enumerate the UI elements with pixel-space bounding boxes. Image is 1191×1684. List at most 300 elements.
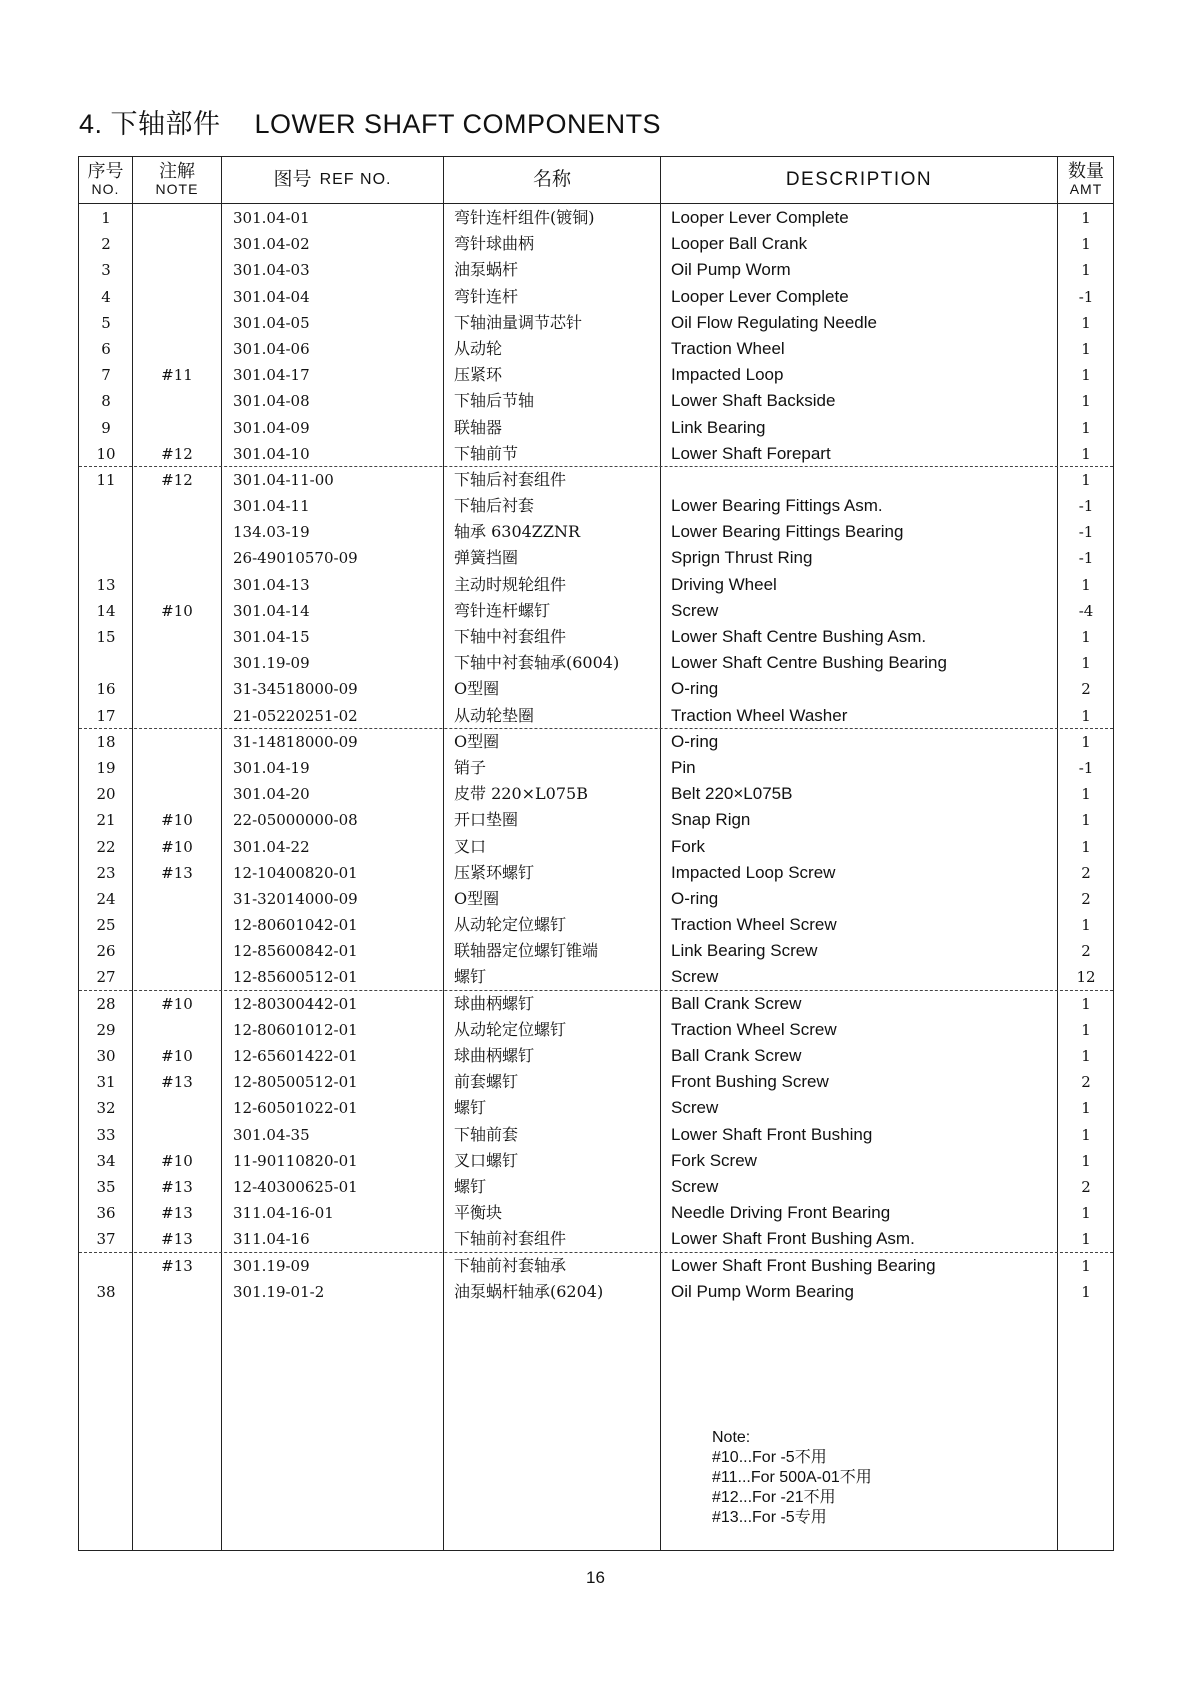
row-note	[133, 676, 221, 702]
row-amount: 1	[1081, 366, 1091, 385]
table-row	[79, 729, 1113, 755]
row-ref-no: 301.04-06	[233, 339, 310, 358]
row-no: 13	[96, 575, 116, 594]
row-note	[133, 729, 221, 755]
row-ref-no: 12-80601012-01	[233, 1020, 358, 1039]
header-ref-en: REF NO.	[319, 170, 392, 188]
row-name-zh: 皮带 220×L075B	[454, 784, 588, 804]
row-note	[133, 336, 221, 362]
table-row	[79, 284, 1113, 310]
row-description: O-ring	[671, 888, 719, 908]
table-row	[79, 860, 1113, 886]
row-description: Link Bearing	[671, 417, 766, 437]
row-amount: 1	[1081, 209, 1091, 227]
row-note	[133, 231, 221, 257]
row-ref-no: 12-85600512-01	[233, 968, 358, 987]
row-name-zh: 弯针连杆螺钉	[454, 600, 551, 620]
row-no: 31	[96, 1073, 116, 1092]
row-description: Snap Rign	[671, 810, 751, 830]
table-row	[79, 650, 1113, 676]
row-amount: 2	[1081, 863, 1091, 882]
row-amount: 1	[1081, 837, 1091, 856]
header-note-zh: 注解	[159, 161, 195, 183]
row-amount: 1	[1081, 235, 1091, 254]
row-ref-no: 301.04-14	[233, 601, 310, 620]
row-amount: 1	[1081, 994, 1091, 1013]
row-amount: -1	[1078, 758, 1094, 777]
row-name-zh: 下轴后节轴	[454, 391, 535, 411]
row-name-zh: 油泵蜗杆轴承(6204)	[454, 1281, 604, 1301]
row-name-zh: 弯针球曲柄	[454, 234, 535, 254]
row-description: Traction Wheel Screw	[671, 915, 837, 935]
row-description: Lower Shaft Forepart	[671, 443, 831, 463]
row-no: 24	[96, 889, 116, 908]
row-name-zh: 下轴前套	[454, 1124, 519, 1144]
row-amount: 1	[1081, 785, 1091, 804]
table-row	[79, 362, 1113, 388]
row-description: Screw	[671, 600, 719, 620]
row-amount: 12	[1076, 968, 1096, 987]
row-note	[133, 205, 221, 231]
table-body	[79, 205, 1113, 1305]
row-ref-no: 301.04-17	[233, 366, 310, 385]
table-row	[79, 493, 1113, 519]
row-ref-no: 311.04-16	[233, 1230, 310, 1249]
row-amount: -1	[1078, 523, 1094, 542]
row-note: #13	[161, 1177, 193, 1196]
table-row	[79, 624, 1113, 650]
row-ref-no: 301.04-10	[233, 444, 310, 463]
row-note: #13	[161, 1230, 193, 1249]
row-amount: 1	[1081, 1151, 1091, 1170]
row-no: 26	[96, 942, 116, 961]
row-name-zh: 油泵蜗杆	[454, 260, 519, 280]
row-note	[133, 310, 221, 336]
row-description: Lower Shaft Centre Bushing Bearing	[671, 653, 947, 673]
row-name-zh: 弯针连杆	[454, 286, 519, 306]
row-no: 14	[96, 601, 116, 620]
row-no: 9	[101, 418, 111, 437]
row-note	[133, 938, 221, 964]
row-ref-no: 301.04-02	[233, 235, 310, 254]
row-ref-no: 12-10400820-01	[233, 863, 358, 882]
row-note	[133, 493, 221, 519]
row-note	[133, 912, 221, 938]
row-note: #12	[161, 470, 193, 489]
row-description: O-ring	[671, 679, 719, 699]
row-ref-no: 301.04-13	[233, 575, 310, 594]
row-amount: 1	[1081, 339, 1091, 358]
page-title	[79, 102, 661, 141]
row-amount: 1	[1081, 654, 1091, 673]
row-name-zh: 螺钉	[454, 1176, 487, 1196]
row-ref-no: 31-34518000-09	[233, 680, 358, 699]
footnote	[712, 1428, 872, 1528]
table-row	[79, 755, 1113, 781]
row-note: #10	[161, 837, 193, 856]
row-ref-no: 12-80601042-01	[233, 916, 358, 935]
table-row	[79, 1253, 1113, 1279]
header-ref	[222, 157, 443, 203]
table-row	[79, 336, 1113, 362]
row-no: 5	[101, 313, 111, 332]
row-ref-no: 12-65601422-01	[233, 1047, 358, 1065]
row-no: 27	[96, 968, 116, 987]
table-row	[79, 257, 1113, 283]
row-no	[79, 519, 133, 545]
row-ref-no: 301.04-11-00	[233, 470, 334, 489]
row-ref-no: 21-05220251-02	[233, 706, 358, 725]
row-ref-no: 22-05000000-08	[233, 811, 358, 830]
table-row	[79, 781, 1113, 807]
row-name-zh: O型圈	[454, 731, 500, 751]
row-amount: 1	[1081, 418, 1091, 437]
row-amount: 1	[1081, 313, 1091, 332]
row-description	[671, 467, 1031, 493]
row-description: O-ring	[671, 731, 719, 751]
row-ref-no: 11-90110820-01	[233, 1151, 358, 1170]
row-no: 32	[96, 1099, 116, 1118]
row-ref-no: 301.04-19	[233, 758, 310, 777]
row-amount: 1	[1081, 1256, 1091, 1275]
row-note	[133, 284, 221, 310]
row-note	[133, 650, 221, 676]
row-name-zh: 从动轮垫圈	[454, 705, 535, 725]
row-no: 10	[96, 444, 116, 463]
row-description: Ball Crank Screw	[671, 993, 802, 1013]
row-note: #13	[161, 1204, 193, 1223]
row-name-zh: 弯针连杆组件(镀铜)	[454, 208, 595, 227]
row-description: Needle Driving Front Bearing	[671, 1203, 891, 1223]
row-name-zh: O型圈	[454, 679, 500, 699]
row-ref-no: 134.03-19	[233, 523, 310, 542]
row-name-zh: 下轴前衬套组件	[454, 1229, 567, 1249]
table-row	[79, 1069, 1113, 1095]
header-note	[133, 157, 221, 203]
row-amount: 1	[1081, 732, 1091, 751]
row-ref-no: 301.04-22	[233, 837, 310, 856]
row-note	[133, 415, 221, 441]
row-amount: -1	[1078, 549, 1094, 568]
title-en: LOWER SHAFT COMPONENTS	[254, 109, 662, 139]
table-row	[79, 1122, 1113, 1148]
table-row	[79, 964, 1113, 990]
note-heading: Note:	[712, 1429, 751, 1446]
row-description: Ball Crank Screw	[671, 1046, 802, 1065]
row-no: 37	[96, 1230, 116, 1249]
row-name-zh: 主动时规轮组件	[454, 574, 567, 594]
row-description: Driving Wheel	[671, 574, 777, 594]
row-no	[79, 650, 133, 676]
row-note	[133, 257, 221, 283]
row-name-zh: 下轴中衬套轴承(6004)	[454, 653, 620, 673]
header-divider	[79, 203, 1113, 204]
row-no: 6	[101, 339, 111, 358]
row-description: Screw	[671, 1176, 719, 1196]
row-description: Traction Wheel Screw	[671, 1019, 837, 1039]
table-row	[79, 1095, 1113, 1121]
row-no: 15	[96, 628, 116, 646]
row-description: Fork	[671, 836, 705, 856]
row-ref-no: 301.04-15	[233, 628, 310, 646]
row-ref-no: 31-32014000-09	[233, 889, 358, 908]
row-name-zh: 开口垫圈	[454, 810, 519, 830]
row-description: Lower Bearing Fittings Bearing	[671, 522, 904, 542]
row-no: 22	[96, 837, 116, 856]
table-row	[79, 545, 1113, 571]
table-row	[79, 467, 1113, 493]
row-name-zh: 叉口	[454, 836, 487, 856]
row-ref-no: 12-85600842-01	[233, 942, 358, 961]
header-ref-zh: 图号	[273, 168, 312, 191]
row-amount: 1	[1081, 1047, 1091, 1065]
row-name-zh: 轴承 6304ZZNR	[454, 522, 581, 542]
row-note	[133, 1122, 221, 1148]
row-note: #12	[161, 444, 193, 463]
row-ref-no: 301.04-09	[233, 418, 310, 437]
row-note: #13	[161, 863, 193, 882]
row-no: 4	[101, 287, 111, 306]
row-no: 35	[96, 1177, 116, 1196]
header-amt-en: AMT	[1069, 181, 1103, 198]
note-line: #13...For -5专用	[712, 1509, 827, 1526]
row-name-zh: 球曲柄螺钉	[454, 1046, 535, 1065]
row-ref-no: 301.04-35	[233, 1125, 310, 1144]
row-description: Oil Pump Worm	[671, 260, 791, 280]
row-ref-no: 301.04-01	[233, 209, 310, 227]
row-note	[133, 388, 221, 414]
table-row	[79, 991, 1113, 1017]
row-no: 25	[96, 916, 116, 935]
row-name-zh: 下轴中衬套组件	[454, 627, 567, 646]
row-description: Lower Shaft Backside	[671, 391, 836, 411]
table-row	[79, 1043, 1113, 1069]
row-no: 23	[96, 863, 116, 882]
header-no-en: NO.	[91, 181, 120, 198]
row-description: Screw	[671, 1098, 719, 1118]
row-note	[133, 572, 221, 598]
row-amount: 2	[1081, 1073, 1091, 1092]
row-ref-no: 301.04-05	[233, 313, 310, 332]
row-note: #10	[161, 1151, 193, 1170]
row-no: 30	[96, 1047, 116, 1065]
row-description: Impacted Loop Screw	[671, 862, 836, 882]
row-amount: -1	[1078, 497, 1094, 516]
row-description: Looper Ball Crank	[671, 234, 808, 254]
table-row	[79, 441, 1113, 467]
row-note	[133, 1095, 221, 1121]
table-row	[79, 676, 1113, 702]
row-amount: 2	[1081, 680, 1091, 699]
row-name-zh: 销子	[454, 757, 487, 777]
row-amount: 2	[1081, 942, 1091, 961]
row-note: #13	[161, 1073, 193, 1092]
row-amount: 2	[1081, 889, 1091, 908]
row-ref-no: 301.04-11	[233, 497, 310, 516]
row-ref-no: 301.19-09	[233, 654, 310, 673]
row-description: Screw	[671, 967, 719, 987]
header-description	[661, 157, 1057, 203]
row-note	[133, 519, 221, 545]
row-ref-no: 311.04-16-01	[233, 1204, 334, 1223]
row-name-zh: 从动轮定位螺钉	[454, 1019, 567, 1039]
row-name-zh: 弹簧挡圈	[454, 548, 519, 568]
row-name-zh: 下轴后衬套	[454, 496, 535, 516]
row-amount: 1	[1081, 628, 1091, 646]
row-no	[79, 493, 133, 519]
row-ref-no: 301.19-01-2	[233, 1282, 325, 1301]
table-row	[79, 415, 1113, 441]
table-row	[79, 1200, 1113, 1226]
row-description: Looper Lever Complete	[671, 286, 849, 306]
table-row	[79, 572, 1113, 598]
row-no: 17	[96, 706, 116, 725]
row-description: Pin	[671, 757, 696, 777]
row-amount: 1	[1081, 392, 1091, 411]
row-no: 7	[101, 366, 111, 385]
row-description: Fork Screw	[671, 1150, 757, 1170]
table-row	[79, 938, 1113, 964]
row-ref-no: 31-14818000-09	[233, 732, 358, 751]
row-ref-no: 301.04-08	[233, 392, 310, 411]
row-ref-no: 301.04-20	[233, 785, 310, 804]
row-name-zh: 压紧环螺钉	[454, 862, 535, 882]
row-amount: -1	[1078, 287, 1094, 306]
row-no	[79, 1253, 133, 1279]
row-name-zh: 叉口螺钉	[454, 1150, 519, 1170]
row-description: Traction Wheel Washer	[671, 705, 848, 725]
row-name-zh: 下轴后衬套组件	[454, 469, 567, 489]
row-description: Front Bushing Screw	[671, 1072, 829, 1092]
row-no: 2	[101, 235, 111, 254]
row-amount: 1	[1081, 470, 1091, 489]
header-amt-zh: 数量	[1068, 161, 1104, 183]
row-description: Link Bearing Screw	[671, 941, 818, 961]
row-name-zh: 压紧环	[454, 365, 503, 385]
header-no	[79, 157, 132, 203]
row-ref-no: 12-80500512-01	[233, 1073, 358, 1092]
table-row	[79, 231, 1113, 257]
row-amount: 1	[1081, 1204, 1091, 1223]
row-description: Looper Lever Complete	[671, 208, 849, 227]
row-amount: 1	[1081, 916, 1091, 935]
row-ref-no: 301.19-09	[233, 1256, 310, 1275]
row-no: 29	[96, 1020, 116, 1039]
row-no: 34	[96, 1151, 116, 1170]
row-amount: 1	[1081, 261, 1091, 280]
row-name-zh: 从动轮	[454, 338, 503, 358]
row-name-zh: 下轴油量调节芯针	[454, 312, 583, 332]
row-description: Impacted Loop	[671, 365, 784, 385]
row-ref-no: 12-80300442-01	[233, 994, 358, 1013]
row-no: 3	[101, 261, 111, 280]
row-description: Lower Shaft Centre Bushing Asm.	[671, 627, 927, 646]
row-name-zh: 下轴前衬套轴承	[454, 1255, 567, 1275]
row-name-zh: 下轴前节	[454, 443, 519, 463]
row-no	[79, 545, 133, 571]
row-ref-no: 301.04-04	[233, 287, 310, 306]
row-amount: 1	[1081, 1125, 1091, 1144]
row-description: Belt 220×L075B	[671, 784, 793, 804]
row-name-zh: 球曲柄螺钉	[454, 993, 535, 1013]
row-description: Oil Flow Regulating Needle	[671, 312, 877, 332]
row-no: 16	[96, 680, 116, 699]
row-note	[133, 545, 221, 571]
row-note: #13	[161, 1256, 193, 1275]
row-description: Sprign Thrust Ring	[671, 548, 813, 568]
title-zh: 4. 下轴部件	[79, 109, 221, 139]
row-no: 8	[101, 392, 111, 411]
table-row	[79, 1226, 1113, 1252]
note-line: #11...For 500A-01不用	[712, 1469, 872, 1486]
row-no: 20	[96, 785, 116, 804]
row-description: Lower Shaft Front Bushing	[671, 1124, 873, 1144]
row-amount: 1	[1081, 706, 1091, 725]
row-ref-no: 12-40300625-01	[233, 1177, 358, 1196]
row-description: Lower Bearing Fittings Asm.	[671, 496, 883, 516]
row-no: 18	[96, 732, 116, 751]
row-note	[133, 755, 221, 781]
row-note	[133, 624, 221, 650]
table-row	[79, 703, 1113, 729]
row-no: 19	[96, 758, 116, 777]
table-row	[79, 205, 1113, 231]
row-note	[133, 781, 221, 807]
row-no: 1	[101, 209, 111, 227]
row-description: Lower Shaft Front Bushing Asm.	[671, 1229, 915, 1249]
header-amt	[1058, 157, 1114, 203]
row-note: #10	[161, 601, 193, 620]
row-name-zh: 从动轮定位螺钉	[454, 915, 567, 935]
header-no-zh: 序号	[87, 161, 124, 183]
row-amount: 1	[1081, 575, 1091, 594]
row-note	[133, 886, 221, 912]
table-row	[79, 807, 1113, 833]
row-amount: 1	[1081, 1282, 1091, 1301]
row-amount: 1	[1081, 811, 1091, 830]
row-name-zh: 联轴器定位螺钉锥端	[454, 941, 599, 961]
row-description: Oil Pump Worm Bearing	[671, 1281, 854, 1301]
row-description: Traction Wheel	[671, 338, 785, 358]
row-no: 33	[96, 1125, 116, 1144]
table-row	[79, 1017, 1113, 1043]
header-name	[444, 157, 660, 203]
row-amount: 1	[1081, 1020, 1091, 1039]
table-row	[79, 1148, 1113, 1174]
row-note: #10	[161, 811, 193, 830]
row-no: 28	[96, 994, 116, 1013]
row-amount: 1	[1081, 1099, 1091, 1118]
row-note	[133, 964, 221, 990]
row-name-zh: 联轴器	[454, 417, 503, 437]
row-note: #10	[161, 994, 193, 1013]
row-no: 36	[96, 1204, 116, 1223]
header-name-zh: 名称	[532, 168, 571, 191]
row-amount: 1	[1081, 444, 1091, 463]
table-row	[79, 598, 1113, 624]
row-amount: -4	[1078, 601, 1094, 620]
row-name-zh: 螺钉	[454, 967, 487, 987]
row-name-zh: 前套螺钉	[454, 1072, 519, 1092]
row-ref-no: 301.04-03	[233, 261, 310, 280]
row-note	[133, 1279, 221, 1305]
header-note-en: NOTE	[155, 181, 199, 198]
row-name-zh: O型圈	[454, 888, 500, 908]
table-row	[79, 519, 1113, 545]
table-row	[79, 912, 1113, 938]
row-note	[133, 1017, 221, 1043]
row-note: #10	[161, 1047, 193, 1065]
